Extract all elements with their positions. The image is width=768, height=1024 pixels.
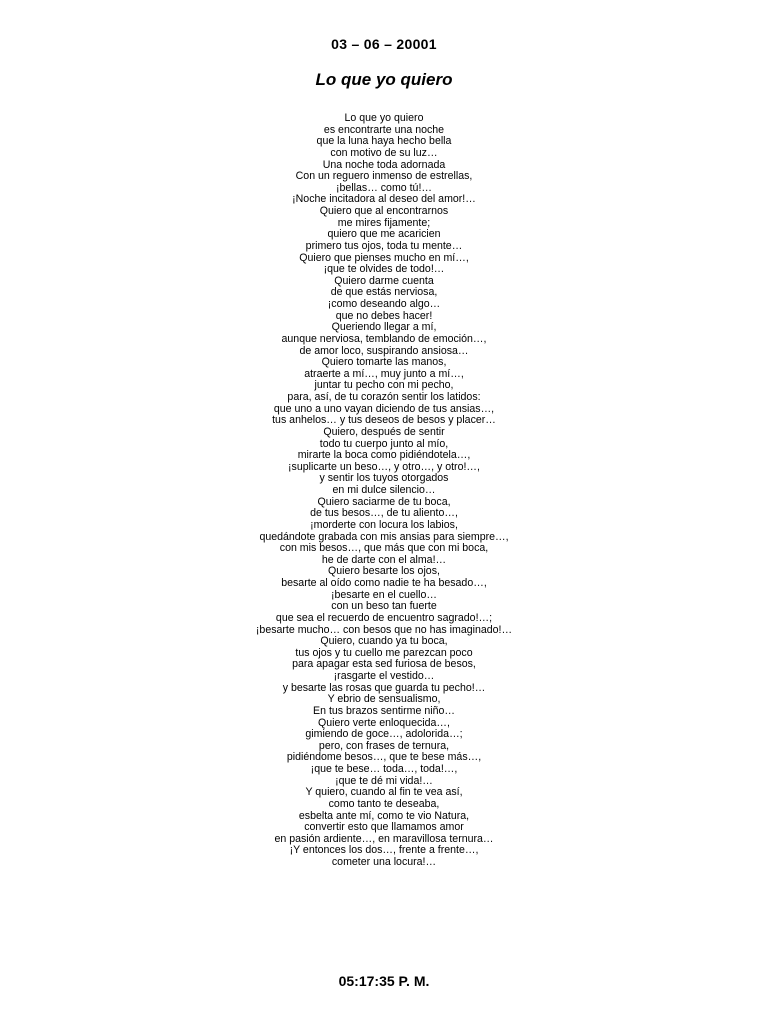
- poem-line: ¡que te bese… toda…, toda!…,: [310, 763, 458, 775]
- poem-line: Quiero darme cuenta: [334, 274, 434, 287]
- poem-line: aunque nerviosa, temblando de emoción…,: [281, 332, 487, 345]
- poem-line: para, así, de tu corazón sentir los latidos:: [287, 391, 481, 403]
- poem-line: Quiero tomarte las manos,: [321, 356, 447, 369]
- poem-body: [0, 113, 768, 869]
- poem-line: quiero que me acaricien: [327, 228, 441, 241]
- poem-line: que uno a uno vayan diciendo de tus ansias…,: [273, 402, 495, 415]
- poem-line: con motivo de su luz…: [330, 146, 438, 159]
- poem-line: todo tu cuerpo junto al mío,: [319, 437, 449, 450]
- poem-line: ¡que te dé mi vida!…: [335, 774, 433, 787]
- poem-line: de amor loco, suspirando ansiosa…: [299, 344, 469, 357]
- poem-line: gimiendo de goce…, adolorida…;: [305, 728, 463, 741]
- poem-line: primero tus ojos, toda tu mente…: [305, 239, 463, 252]
- poem-line: Quiero saciarme de tu boca,: [317, 495, 451, 508]
- poem-line: ¡besarte en el cuello…: [331, 588, 437, 601]
- poem-line: convertir esto que llamamos amor: [304, 821, 464, 834]
- poem-line: para apagar esta sed furiosa de besos,: [292, 658, 476, 671]
- poem-line: Lo que yo quiero: [344, 112, 424, 124]
- document-time: 05:17:35 P. M.: [338, 973, 430, 989]
- document-date: 03 – 06 – 20001: [331, 36, 437, 52]
- poem-line: como tanto te deseaba,: [328, 797, 440, 810]
- poem-line: Y quiero, cuando al fin te vea así,: [305, 786, 463, 799]
- poem-line: de tus besos…, de tu aliento…,: [310, 507, 458, 520]
- poem-line: juntar tu pecho con mi pecho,: [314, 379, 454, 392]
- poem-line: con un beso tan fuerte: [331, 600, 437, 613]
- poem-line: pidiéndome besos…, que te bese más…,: [286, 751, 482, 764]
- poem-line: y besarte las rosas que guarda tu pecho!…: [282, 681, 486, 694]
- poem-line: es encontrarte una noche: [323, 123, 445, 136]
- poem-line: ¡morderte con locura los labios,: [310, 518, 458, 531]
- poem-line: ¡que te olvides de todo!…: [323, 263, 445, 276]
- poem-line: cometer una locura!…: [331, 856, 437, 868]
- poem-line: Quiero besarte los ojos,: [328, 565, 440, 578]
- poem-line: besarte al oído como nadie te ha besado…,: [281, 577, 487, 589]
- poem-line: que sea el recuerdo de encuentro sagrado!…;: [275, 611, 493, 624]
- poem-title: Lo que yo quiero: [315, 70, 453, 89]
- poem-line: mirarte la boca como pidiéndotela…,: [297, 449, 471, 462]
- poem-line: Queriendo llegar a mí,: [331, 321, 437, 334]
- poem-line: ¡como deseando algo…: [327, 298, 441, 310]
- poem-line: atraerte a mí…, muy junto a mí…,: [304, 367, 464, 380]
- poem-line: quedándote grabada con mis ansias para siempre…,: [259, 530, 509, 543]
- poem-line: ¡rasgarte el vestido…: [333, 670, 435, 682]
- poem-line: ¡Noche incitadora al deseo del amor!…: [292, 193, 476, 206]
- poem-line: con mis besos…, que más que con mi boca,: [279, 542, 489, 555]
- poem-line: Una noche toda adornada: [322, 158, 446, 171]
- poem-line: he de darte con el alma!…: [321, 553, 447, 566]
- poem-line: Y ebrio de sensualismo,: [327, 693, 441, 706]
- poem-line: de que estás nerviosa,: [330, 286, 438, 299]
- poem-line: Quiero, después de sentir: [323, 425, 445, 438]
- poem-line: Quiero que pienses mucho en mí…,: [299, 251, 469, 264]
- poem-line: ¡besarte mucho… con besos que no has imaginado!…: [255, 623, 513, 636]
- poem-line: Quiero, cuando ya tu boca,: [320, 635, 448, 648]
- poem-line: en mi dulce silencio…: [332, 484, 436, 496]
- poem-line: En tus brazos sentirme niño…: [313, 704, 455, 717]
- poem-line: ¡suplicarte un beso…, y otro…, y otro!…,: [288, 460, 480, 473]
- poem-line: esbelta ante mí, como te vio Natura,: [298, 809, 470, 822]
- poem-line: me mires fijamente;: [337, 216, 431, 229]
- poem-line: tus anhelos… y tus deseos de besos y placer…: [272, 414, 496, 427]
- poem-line: Quiero que al encontrarnos: [319, 205, 449, 217]
- poem-line: ¡bellas… como tú!…: [336, 181, 432, 194]
- poem-line: en pasión ardiente…, en maravillosa ternura…: [274, 832, 494, 845]
- poem-line: y sentir los tuyos otorgados: [319, 472, 449, 485]
- poem-line: ¡Y entonces los dos…, frente a frente…,: [289, 844, 479, 857]
- poem-line: que no debes hacer!: [335, 309, 433, 322]
- poem-line: que la luna haya hecho bella: [316, 135, 452, 148]
- poem-line: pero, con frases de ternura,: [318, 739, 450, 752]
- poem-line: tus ojos y tu cuello me parezcan poco: [295, 646, 473, 659]
- poem-line: Quiero verte enloquecida…,: [318, 716, 450, 729]
- poem-line: Con un reguero inmenso de estrellas,: [295, 170, 473, 183]
